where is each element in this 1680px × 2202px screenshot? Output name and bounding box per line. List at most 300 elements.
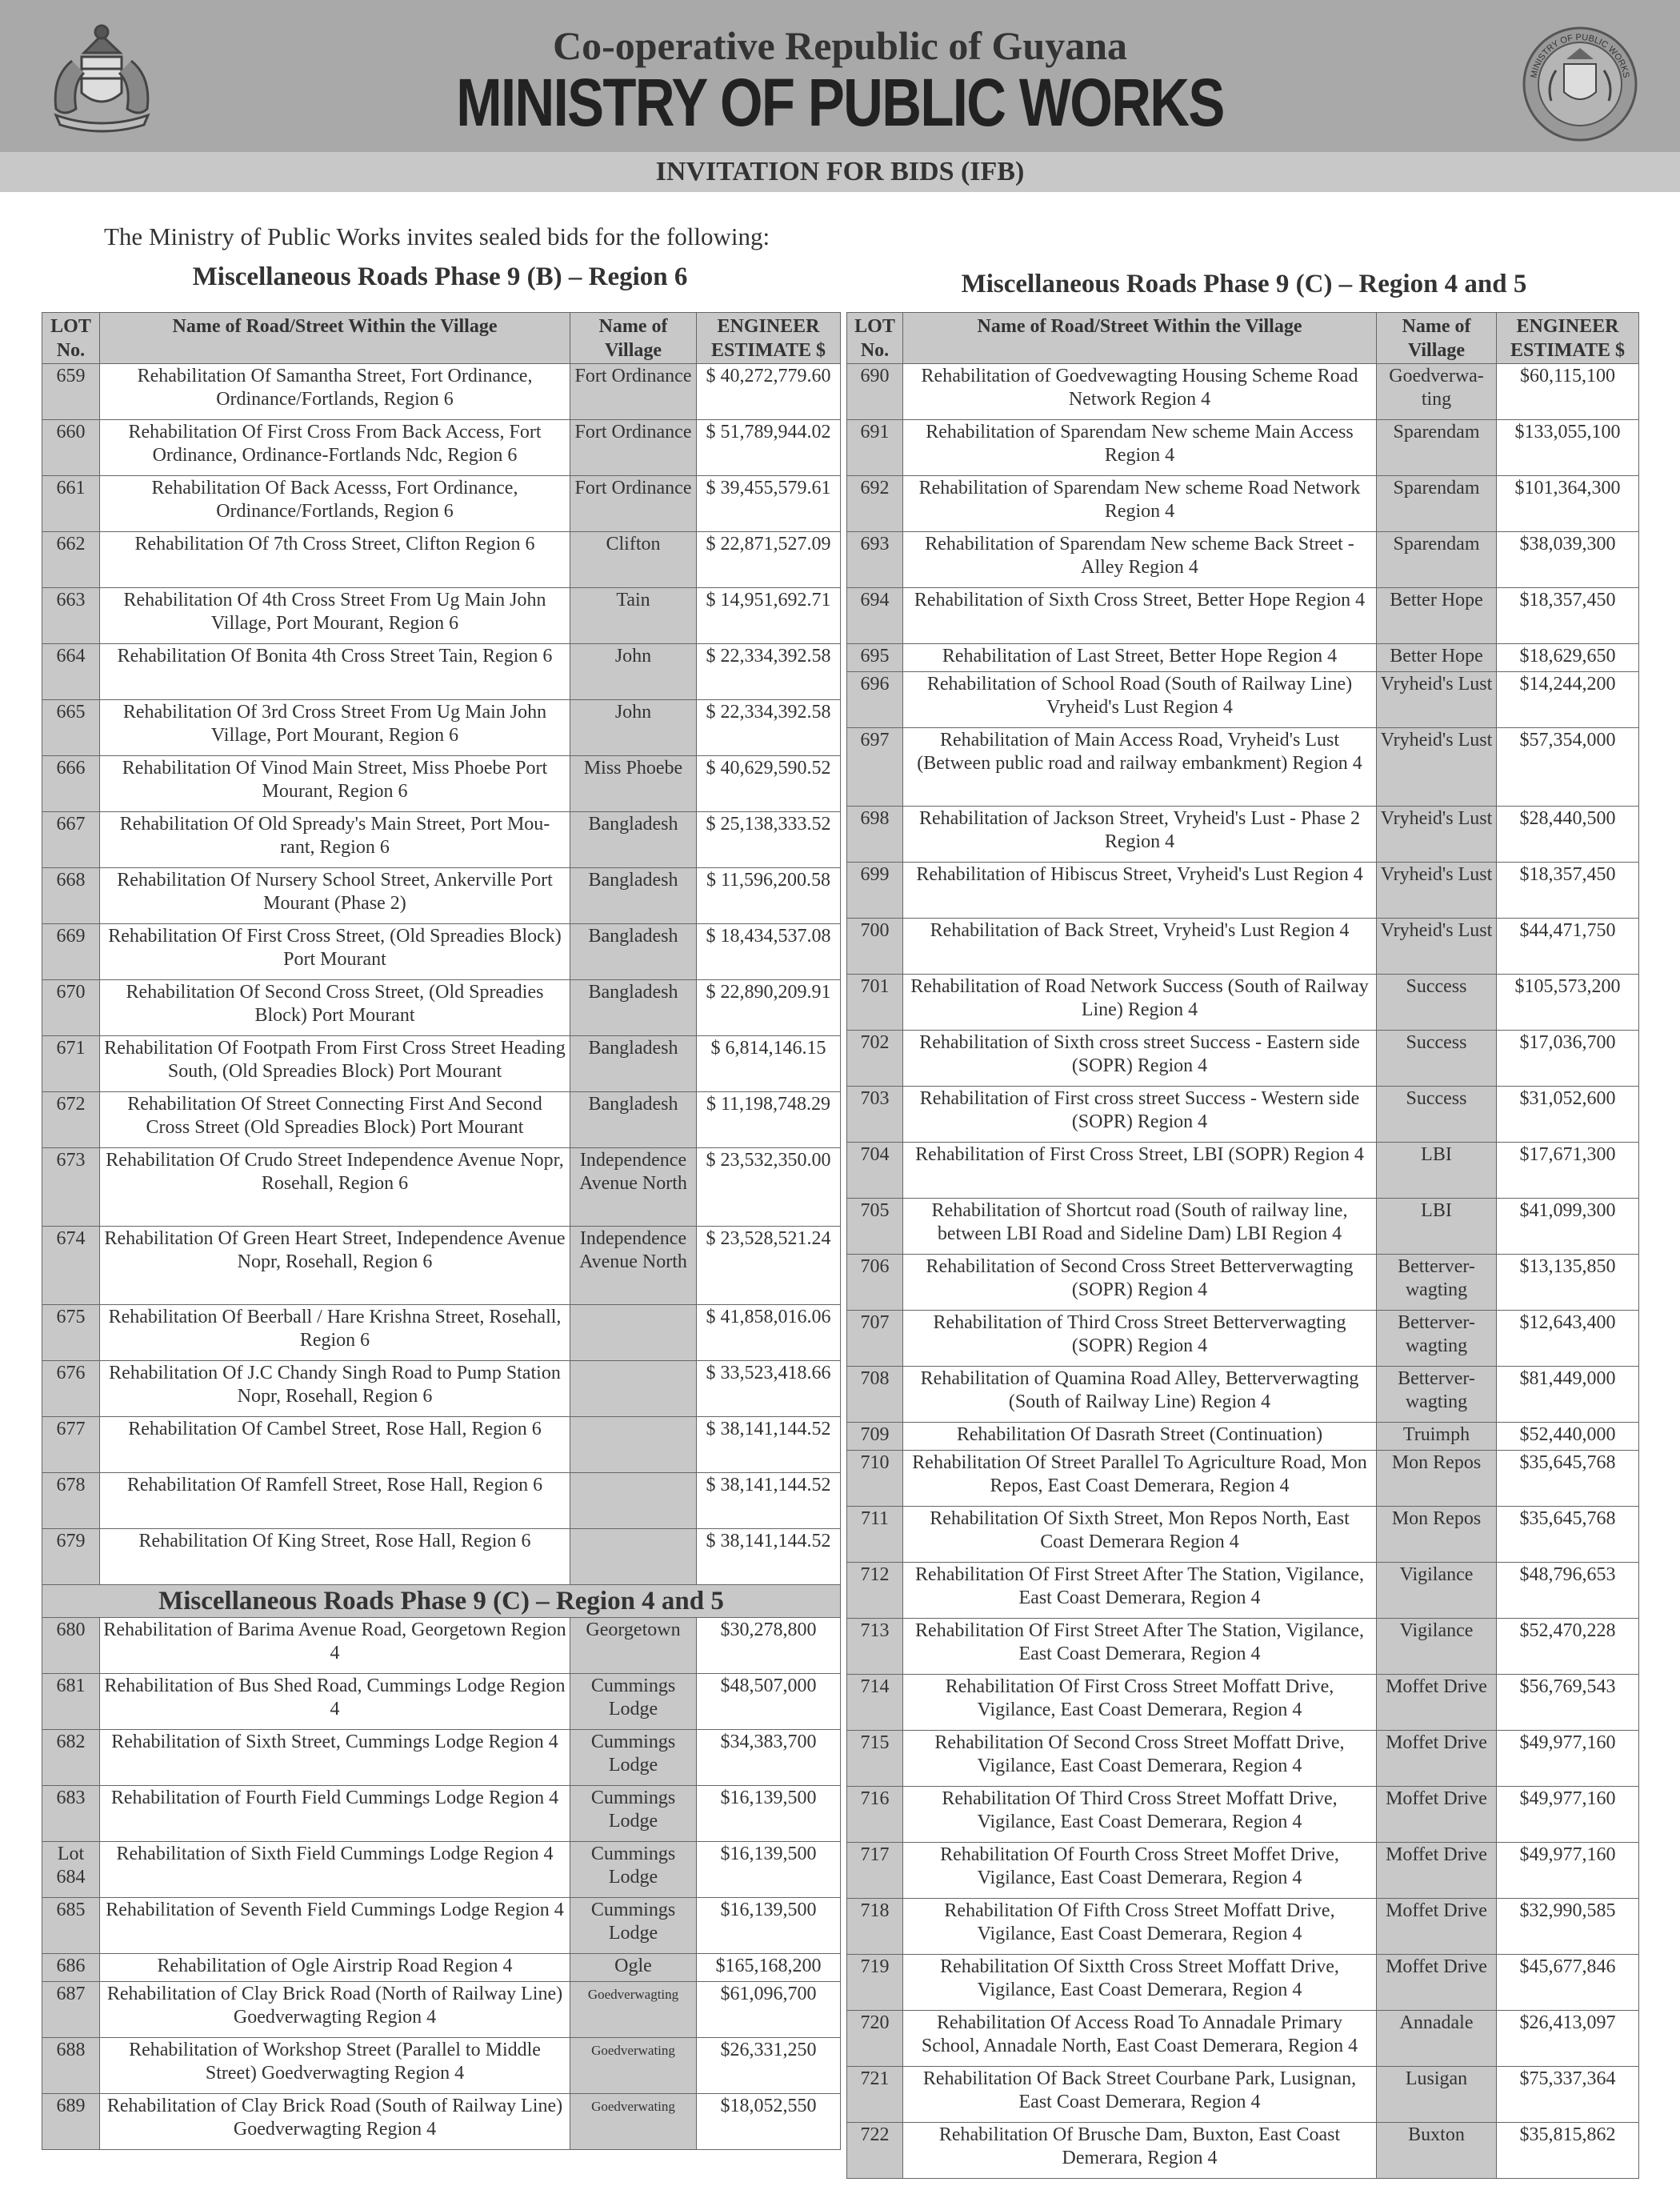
road-name: Rehabilitation Of King Street, Rose Hall, Region 6: [100, 1529, 570, 1585]
engineer-estimate: $14,244,200: [1497, 672, 1639, 728]
table-row: [847, 1367, 1639, 1423]
village-name: Moffet Drive: [1377, 1731, 1497, 1787]
engineer-estimate: $48,796,653: [1497, 1563, 1639, 1619]
engineer-estimate: $18,357,450: [1497, 863, 1639, 919]
engineer-estimate: $35,815,862: [1497, 2123, 1639, 2179]
header-village: Name of Village: [1377, 313, 1497, 364]
table-row: [847, 807, 1639, 863]
table-row: [42, 1954, 841, 1982]
engineer-estimate: $52,440,000: [1497, 1423, 1639, 1451]
engineer-estimate: $18,357,450: [1497, 588, 1639, 644]
village-name: Bangladesh: [570, 868, 697, 924]
engineer-estimate: $ 6,814,146.15: [697, 1036, 841, 1092]
lot-number: 687: [42, 1982, 100, 2038]
lot-number: 696: [847, 672, 903, 728]
road-name: Rehabilitation Of Bonita 4th Cross Street Tain, Region 6: [100, 644, 570, 700]
lot-number: 692: [847, 476, 903, 532]
ifb-title: INVITATION FOR BIDS (IFB): [0, 152, 1680, 192]
table-row: [42, 1618, 841, 1674]
road-name: Rehabilitation Of Second Cross Street, (Old Spreadies Block) Port Mourant: [100, 980, 570, 1036]
engineer-estimate: $31,052,600: [1497, 1087, 1639, 1143]
village-name: Annadale: [1377, 2011, 1497, 2067]
table-row: [847, 1255, 1639, 1311]
lot-number: 707: [847, 1311, 903, 1367]
village-name: Cummings Lodge: [570, 1730, 697, 1786]
engineer-estimate: $ 25,138,333.52: [697, 812, 841, 868]
lot-number: 705: [847, 1199, 903, 1255]
village-name: Moffet Drive: [1377, 1843, 1497, 1899]
village-name: Betterver-wagting: [1377, 1311, 1497, 1367]
village-name: Moffet Drive: [1377, 1955, 1497, 2011]
lot-number: 677: [42, 1417, 100, 1473]
engineer-estimate: $44,471,750: [1497, 919, 1639, 975]
table-row: [42, 2094, 841, 2150]
table-row: [847, 2011, 1639, 2067]
table-row: [847, 420, 1639, 476]
village-name: Buxton: [1377, 2123, 1497, 2179]
lot-number: 683: [42, 1786, 100, 1842]
engineer-estimate: $18,629,650: [1497, 644, 1639, 672]
engineer-estimate: $ 23,528,521.24: [697, 1227, 841, 1305]
table-row: [847, 1311, 1639, 1367]
village-name: Independence Avenue North: [570, 1148, 697, 1227]
road-name: Rehabilitation of Goedvewagting Housing Scheme Road Network Region 4: [903, 364, 1377, 420]
lot-number: 703: [847, 1087, 903, 1143]
road-name: Rehabilitation of Sparendam New scheme Main Access Region 4: [903, 420, 1377, 476]
village-name: Moffet Drive: [1377, 1787, 1497, 1843]
road-name: Rehabilitation Of Third Cross Street Moffatt Drive, Vigilance, East Coast Demerara, Region 4: [903, 1787, 1377, 1843]
engineer-estimate: $101,364,300: [1497, 476, 1639, 532]
village-name: Better Hope: [1377, 644, 1497, 672]
lot-number: 712: [847, 1563, 903, 1619]
village-name: Vryheid's Lust: [1377, 672, 1497, 728]
road-name: Rehabilitation Of Fifth Cross Street Moffatt Drive, Vigilance, East Coast Demerara, Region 4: [903, 1899, 1377, 1955]
table-row: [42, 364, 841, 420]
engineer-estimate: $52,470,228: [1497, 1619, 1639, 1675]
road-name: Rehabilitation Of First Cross Street, (Old Spreadies Block) Port Mourant: [100, 924, 570, 980]
village-name: Fort Ordinance: [570, 476, 697, 532]
village-name: Independence Avenue North: [570, 1227, 697, 1305]
engineer-estimate: $35,645,768: [1497, 1451, 1639, 1507]
engineer-estimate: $49,977,160: [1497, 1787, 1639, 1843]
engineer-estimate: $16,139,500: [697, 1898, 841, 1954]
table-row: [847, 1087, 1639, 1143]
village-name: Vryheid's Lust: [1377, 728, 1497, 807]
lot-number: 711: [847, 1507, 903, 1563]
village-name: Mon Repos: [1377, 1507, 1497, 1563]
engineer-estimate: $56,769,543: [1497, 1675, 1639, 1731]
engineer-estimate: $45,677,846: [1497, 1955, 1639, 2011]
road-name: Rehabilitation of Sparendam New scheme Back Street - Alley Region 4: [903, 532, 1377, 588]
table-row: [42, 1842, 841, 1898]
engineer-estimate: $ 40,272,779.60: [697, 364, 841, 420]
lot-number: 709: [847, 1423, 903, 1451]
village-name: Bangladesh: [570, 1092, 697, 1148]
table-row: [847, 644, 1639, 672]
road-name: Rehabilitation of Bus Shed Road, Cummings Lodge Region 4: [100, 1674, 570, 1730]
table-row: [42, 700, 841, 756]
village-name: Cummings Lodge: [570, 1674, 697, 1730]
village-name: Cummings Lodge: [570, 1842, 697, 1898]
engineer-estimate: $105,573,200: [1497, 975, 1639, 1031]
engineer-estimate: $ 22,334,392.58: [697, 644, 841, 700]
road-name: Rehabilitation of Second Cross Street Betterverwagting (SOPR) Region 4: [903, 1255, 1377, 1311]
table-row: [42, 812, 841, 868]
road-name: Rehabilitation of Jackson Street, Vryheid's Lust - Phase 2 Region 4: [903, 807, 1377, 863]
engineer-estimate: $28,440,500: [1497, 807, 1639, 863]
lot-number: 670: [42, 980, 100, 1036]
road-name: Rehabilitation Of First Street After The Station, Vigilance, East Coast Demerara, Region 4: [903, 1619, 1377, 1675]
road-name: Rehabilitation Of Sixth Street, Mon Repos North, East Coast Demerara Region 4: [903, 1507, 1377, 1563]
village-name: Success: [1377, 1031, 1497, 1087]
engineer-estimate: $38,039,300: [1497, 532, 1639, 588]
engineer-estimate: $48,507,000: [697, 1674, 841, 1730]
lot-number: 689: [42, 2094, 100, 2150]
village-name: Bangladesh: [570, 924, 697, 980]
lot-number: 667: [42, 812, 100, 868]
table-row: [42, 1786, 841, 1842]
village-name: [570, 1417, 697, 1473]
engineer-estimate: $81,449,000: [1497, 1367, 1639, 1423]
table-row: [847, 1423, 1639, 1451]
lot-number: 690: [847, 364, 903, 420]
road-name: Rehabilitation of Clay Brick Road (South of Railway Line) Goedverwagting Region 4: [100, 2094, 570, 2150]
table-row: [42, 1982, 841, 2038]
engineer-estimate: $ 33,523,418.66: [697, 1361, 841, 1417]
header-lot: LOT No.: [42, 313, 100, 364]
village-name: Goedverwagting: [570, 1982, 697, 2038]
seal-text: MINISTRY OF PUBLIC WORKS: [1529, 32, 1631, 79]
lot-number: 688: [42, 2038, 100, 2094]
engineer-estimate: $ 14,951,692.71: [697, 588, 841, 644]
village-name: Goedverwating: [570, 2038, 697, 2094]
table-row: [847, 1031, 1639, 1087]
village-name: Moffet Drive: [1377, 1899, 1497, 1955]
engineer-estimate: $16,139,500: [697, 1786, 841, 1842]
table-row: [42, 532, 841, 588]
road-name: Rehabilitation Of Samantha Street, Fort Ordinance, Ordinance/Fortlands, Region 6: [100, 364, 570, 420]
engineer-estimate: $ 22,334,392.58: [697, 700, 841, 756]
lot-number: 675: [42, 1305, 100, 1361]
road-name: Rehabilitation of Fourth Field Cummings Lodge Region 4: [100, 1786, 570, 1842]
road-name: Rehabilitation Of Green Heart Street, Independence Avenue Nopr, Rosehall, Region 6: [100, 1227, 570, 1305]
lot-number: 673: [42, 1148, 100, 1227]
village-name: Moffet Drive: [1377, 1675, 1497, 1731]
engineer-estimate: $18,052,550: [697, 2094, 841, 2150]
table-row: [42, 1361, 841, 1417]
village-name: Betterver-wagting: [1377, 1367, 1497, 1423]
road-name: Rehabilitation of Sixth Street, Cummings Lodge Region 4: [100, 1730, 570, 1786]
country-title: Co-operative Republic of Guyana: [552, 23, 1128, 68]
lot-number: 662: [42, 532, 100, 588]
engineer-estimate: $ 51,789,944.02: [697, 420, 841, 476]
table-header-row: [847, 313, 1639, 364]
table-row: [42, 476, 841, 532]
lot-number: 713: [847, 1619, 903, 1675]
engineer-estimate: $133,055,100: [1497, 420, 1639, 476]
village-name: Fort Ordinance: [570, 364, 697, 420]
engineer-estimate: $ 38,141,144.52: [697, 1417, 841, 1473]
road-name: Rehabilitation Of 4th Cross Street From Ug Main John Village, Port Mourant, Region 6: [100, 588, 570, 644]
section-row: [42, 1585, 841, 1618]
engineer-estimate: $75,337,364: [1497, 2067, 1639, 2123]
lot-number: 672: [42, 1092, 100, 1148]
road-name: Rehabilitation of Clay Brick Road (North of Railway Line) Goedverwagting Region 4: [100, 1982, 570, 2038]
village-name: Georgetown: [570, 1618, 697, 1674]
road-name: Rehabilitation Of Second Cross Street Moffatt Drive, Vigilance, East Coast Demerara, Region 4: [903, 1731, 1377, 1787]
lot-number: 685: [42, 1898, 100, 1954]
engineer-estimate: $61,096,700: [697, 1982, 841, 2038]
lot-number: 720: [847, 2011, 903, 2067]
lot-number: 674: [42, 1227, 100, 1305]
lot-number: 680: [42, 1618, 100, 1674]
engineer-estimate: $32,990,585: [1497, 1899, 1639, 1955]
table-row: [42, 1730, 841, 1786]
ministry-title: MINISTRY OF PUBLIC WORKS: [456, 65, 1224, 140]
village-name: Goedverwating: [570, 2094, 697, 2150]
village-name: Goedverwa-ting: [1377, 364, 1497, 420]
lot-number: 661: [42, 476, 100, 532]
lot-number: 722: [847, 2123, 903, 2179]
engineer-estimate: $ 39,455,579.61: [697, 476, 841, 532]
table-row: [847, 1955, 1639, 2011]
engineer-estimate: $35,645,768: [1497, 1507, 1639, 1563]
section-title: Miscellaneous Roads Phase 9 (C) – Region 4 and 5: [42, 1585, 841, 1618]
right-table-title: Miscellaneous Roads Phase 9 (C) – Region 4 and 5: [961, 270, 1527, 298]
table-row: [847, 588, 1639, 644]
engineer-estimate: $ 40,629,590.52: [697, 756, 841, 812]
road-name: Rehabilitation of Third Cross Street Betterverwagting (SOPR) Region 4: [903, 1311, 1377, 1367]
engineer-estimate: $13,135,850: [1497, 1255, 1639, 1311]
road-name: Rehabilitation Of First Street After The Station, Vigilance, East Coast Demerara, Region 4: [903, 1563, 1377, 1619]
village-name: Clifton: [570, 532, 697, 588]
village-name: LBI: [1377, 1199, 1497, 1255]
table-row: [847, 1563, 1639, 1619]
village-name: Ogle: [570, 1954, 697, 1982]
road-name: Rehabilitation Of Cambel Street, Rose Hall, Region 6: [100, 1417, 570, 1473]
road-name: Rehabilitation Of 7th Cross Street, Clifton Region 6: [100, 532, 570, 588]
lot-number: 715: [847, 1731, 903, 1787]
table-row: [42, 924, 841, 980]
village-name: Vigilance: [1377, 1563, 1497, 1619]
village-name: [570, 1473, 697, 1529]
table-row: [847, 1143, 1639, 1199]
lot-number: 666: [42, 756, 100, 812]
village-name: Sparendam: [1377, 420, 1497, 476]
table-row: [42, 1473, 841, 1529]
header-road-name: Name of Road/Street Within the Village: [903, 313, 1377, 364]
village-name: Vryheid's Lust: [1377, 919, 1497, 975]
village-name: [570, 1361, 697, 1417]
village-name: Sparendam: [1377, 476, 1497, 532]
table-row: [847, 1731, 1639, 1787]
road-name: Rehabilitation Of Crudo Street Independence Avenue Nopr, Rosehall, Region 6: [100, 1148, 570, 1227]
road-name: Rehabilitation of Workshop Street (Parallel to Middle Street) Goedverwagting Region 4: [100, 2038, 570, 2094]
lot-number: 681: [42, 1674, 100, 1730]
lot-number: 664: [42, 644, 100, 700]
village-name: Miss Phoebe: [570, 756, 697, 812]
lot-number: 701: [847, 975, 903, 1031]
road-name: Rehabilitation Of Ramfell Street, Rose Hall, Region 6: [100, 1473, 570, 1529]
lot-number: 660: [42, 420, 100, 476]
table-row: [847, 975, 1639, 1031]
table-row: [42, 1417, 841, 1473]
left-bids-table: [42, 312, 841, 2150]
village-name: Cummings Lodge: [570, 1786, 697, 1842]
table-row: [42, 1898, 841, 1954]
table-header-row: [42, 313, 841, 364]
road-name: Rehabilitation Of Back Street Courbane Park, Lusignan, East Coast Demerara, Region 4: [903, 2067, 1377, 2123]
village-name: Vigilance: [1377, 1619, 1497, 1675]
village-name: [570, 1529, 697, 1585]
village-name: Lusigan: [1377, 2067, 1497, 2123]
village-name: Betterver-wagting: [1377, 1255, 1497, 1311]
engineer-estimate: $41,099,300: [1497, 1199, 1639, 1255]
engineer-estimate: $ 41,858,016.06: [697, 1305, 841, 1361]
engineer-estimate: $ 38,141,144.52: [697, 1473, 841, 1529]
lot-number: 714: [847, 1675, 903, 1731]
village-name: Bangladesh: [570, 1036, 697, 1092]
village-name: [570, 1305, 697, 1361]
road-name: Rehabilitation Of Nursery School Street, Ankerville Port Mourant (Phase 2): [100, 868, 570, 924]
lot-number: 710: [847, 1451, 903, 1507]
village-name: Vryheid's Lust: [1377, 807, 1497, 863]
road-name: Rehabilitation Of First Cross From Back Access, Fort Ordinance, Ordinance-Fortlands Ndc, Region 6: [100, 420, 570, 476]
table-row: [42, 868, 841, 924]
engineer-estimate: $26,413,097: [1497, 2011, 1639, 2067]
road-name: Rehabilitation of First cross street Success - Western side (SOPR) Region 4: [903, 1087, 1377, 1143]
road-name: Rehabilitation Of First Cross Street Moffatt Drive, Vigilance, East Coast Demerara, Region 4: [903, 1675, 1377, 1731]
lot-number: 717: [847, 1843, 903, 1899]
road-name: Rehabilitation of Back Street, Vryheid's Lust Region 4: [903, 919, 1377, 975]
table-row: [847, 2067, 1639, 2123]
intro-text: The Ministry of Public Works invites sealed bids for the following:: [104, 222, 770, 250]
lot-number: 668: [42, 868, 100, 924]
road-name: Rehabilitation Of Old Spready's Main Street, Port Mou-rant, Region 6: [100, 812, 570, 868]
road-name: Rehabilitation Of Sixtth Cross Street Moffatt Drive, Vigilance, East Coast Demerara, Region 4: [903, 1955, 1377, 2011]
village-name: Bangladesh: [570, 812, 697, 868]
header-road-name: Name of Road/Street Within the Village: [100, 313, 570, 364]
engineer-estimate: $34,383,700: [697, 1730, 841, 1786]
engineer-estimate: $26,331,250: [697, 2038, 841, 2094]
village-name: Better Hope: [1377, 588, 1497, 644]
table-row: [847, 919, 1639, 975]
header-estimate: ENGINEER ESTIMATE $: [1497, 313, 1639, 364]
table-row: [847, 863, 1639, 919]
engineer-estimate: $ 22,890,209.91: [697, 980, 841, 1036]
table-row: [847, 672, 1639, 728]
table-row: [847, 1199, 1639, 1255]
engineer-estimate: $57,354,000: [1497, 728, 1639, 807]
road-name: Rehabilitation of Hibiscus Street, Vryheid's Lust Region 4: [903, 863, 1377, 919]
table-row: [847, 1619, 1639, 1675]
table-row: [847, 476, 1639, 532]
village-name: Truimph: [1377, 1423, 1497, 1451]
road-name: Rehabilitation Of Fourth Cross Street Moffet Drive, Vigilance, East Coast Demerara, Region 4: [903, 1843, 1377, 1899]
engineer-estimate: $16,139,500: [697, 1842, 841, 1898]
road-name: Rehabilitation Of J.C Chandy Singh Road to Pump Station Nopr, Rosehall, Region 6: [100, 1361, 570, 1417]
right-bids-table: [846, 312, 1639, 2179]
table-row: [42, 420, 841, 476]
lot-number: Lot 684: [42, 1842, 100, 1898]
lot-number: 671: [42, 1036, 100, 1092]
lot-number: 663: [42, 588, 100, 644]
road-name: Rehabilitation of Shortcut road (South of railway line, between LBI Road and Sideline Dam) LBI Region 4: [903, 1199, 1377, 1255]
village-name: LBI: [1377, 1143, 1497, 1199]
engineer-estimate: $ 18,434,537.08: [697, 924, 841, 980]
lot-number: 694: [847, 588, 903, 644]
lot-number: 721: [847, 2067, 903, 2123]
engineer-estimate: $12,643,400: [1497, 1311, 1639, 1367]
road-name: Rehabilitation Of Vinod Main Street, Miss Phoebe Port Mourant, Region 6: [100, 756, 570, 812]
village-name: John: [570, 644, 697, 700]
table-row: [847, 364, 1639, 420]
header-lot: LOT No.: [847, 313, 903, 364]
header-estimate: ENGINEER ESTIMATE $: [697, 313, 841, 364]
engineer-estimate: $ 11,596,200.58: [697, 868, 841, 924]
lot-number: 665: [42, 700, 100, 756]
road-name: Rehabilitation of Sixth Field Cummings Lodge Region 4: [100, 1842, 570, 1898]
road-name: Rehabilitation Of Back Acesss, Fort Ordinance, Ordinance/Fortlands, Region 6: [100, 476, 570, 532]
road-name: Rehabilitation Of Footpath From First Cross Street Heading South, (Old Spreadies Block) Port Mourant: [100, 1036, 570, 1092]
village-name: Tain: [570, 588, 697, 644]
lot-number: 697: [847, 728, 903, 807]
engineer-estimate: $17,671,300: [1497, 1143, 1639, 1199]
road-name: Rehabilitation Of Street Connecting First And Second Cross Street (Old Spreadies Block) Port Mourant: [100, 1092, 570, 1148]
table-row: [42, 1529, 841, 1585]
table-row: [847, 1787, 1639, 1843]
lot-number: 700: [847, 919, 903, 975]
table-row: [42, 1674, 841, 1730]
lot-number: 699: [847, 863, 903, 919]
village-name: Fort Ordinance: [570, 420, 697, 476]
road-name: Rehabilitation of School Road (South of Railway Line) Vryheid's Lust Region 4: [903, 672, 1377, 728]
village-name: Mon Repos: [1377, 1451, 1497, 1507]
table-row: [847, 1899, 1639, 1955]
table-row: [847, 2123, 1639, 2179]
engineer-estimate: $ 38,141,144.52: [697, 1529, 841, 1585]
table-row: [42, 1227, 841, 1305]
village-name: Success: [1377, 1087, 1497, 1143]
lot-number: 678: [42, 1473, 100, 1529]
lot-number: 706: [847, 1255, 903, 1311]
table-row: [847, 1507, 1639, 1563]
lot-number: 686: [42, 1954, 100, 1982]
road-name: Rehabilitation of Last Street, Better Hope Region 4: [903, 644, 1377, 672]
table-row: [42, 1148, 841, 1227]
engineer-estimate: $ 23,532,350.00: [697, 1148, 841, 1227]
road-name: Rehabilitation Of Brusche Dam, Buxton, East Coast Demerara, Region 4: [903, 2123, 1377, 2179]
road-name: Rehabilitation of Sixth Cross Street, Better Hope Region 4: [903, 588, 1377, 644]
road-name: Rehabilitation of Sixth cross street Success - Eastern side (SOPR) Region 4: [903, 1031, 1377, 1087]
header-village: Name of Village: [570, 313, 697, 364]
engineer-estimate: $ 22,871,527.09: [697, 532, 841, 588]
road-name: Rehabilitation of Main Access Road, Vryheid's Lust (Between public road and railway embankment) Region 4: [903, 728, 1377, 807]
engineer-estimate: $49,977,160: [1497, 1843, 1639, 1899]
engineer-estimate: $60,115,100: [1497, 364, 1639, 420]
table-row: [847, 1843, 1639, 1899]
table-row: [42, 1092, 841, 1148]
village-name: Sparendam: [1377, 532, 1497, 588]
lot-number: 708: [847, 1367, 903, 1423]
lot-number: 676: [42, 1361, 100, 1417]
lot-number: 691: [847, 420, 903, 476]
table-row: [42, 1305, 841, 1361]
road-name: Rehabilitation of Ogle Airstrip Road Region 4: [100, 1954, 570, 1982]
village-name: John: [570, 700, 697, 756]
table-row: [42, 1036, 841, 1092]
road-name: Rehabilitation of Road Network Success (South of Railway Line) Region 4: [903, 975, 1377, 1031]
